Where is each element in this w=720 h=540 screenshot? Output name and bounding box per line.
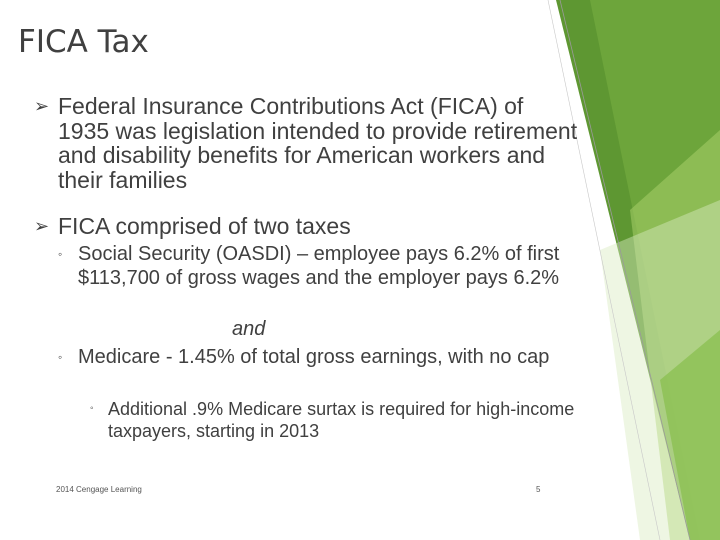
arrowhead-icon: ➢ — [34, 96, 50, 116]
circle-bullet-icon: ◦ — [58, 350, 63, 364]
conjunction-and: and — [232, 318, 266, 340]
bullet-fica-two-taxes — [34, 213, 578, 239]
sub-bullet-medicare — [58, 346, 578, 370]
arrowhead-icon: ➢ — [34, 216, 50, 236]
page-number: 5 — [536, 485, 541, 494]
bullet-text: Federal Insurance Contributions Act (FICA) of 1935 was legislation intended to provide retirement and disability benefits for American workers and their families — [58, 93, 578, 193]
sub-bullet-social-security — [58, 243, 578, 290]
sub-sub-bullet-surtax — [90, 398, 578, 442]
circle-bullet-icon: ◦ — [90, 403, 94, 414]
footer-copyright: 2014 Cengage Learning — [56, 485, 142, 494]
circle-bullet-icon: ◦ — [58, 247, 63, 261]
sub-bullet-text: Medicare - 1.45% of total gross earnings, with no cap — [78, 346, 550, 368]
sub-sub-bullet-text: Additional .9% Medicare surtax is required for high-income taxpayers, starting in 2013 — [108, 399, 575, 441]
bullet-text: FICA comprised of two taxes — [58, 213, 351, 239]
slide-title: FICA Tax — [18, 24, 149, 60]
sub-bullet-text: Social Security (OASDI) – employee pays 6.2% of first $113,700 of gross wages and the employer pays 6.2% — [78, 243, 560, 289]
bullet-fica-definition — [34, 93, 578, 193]
